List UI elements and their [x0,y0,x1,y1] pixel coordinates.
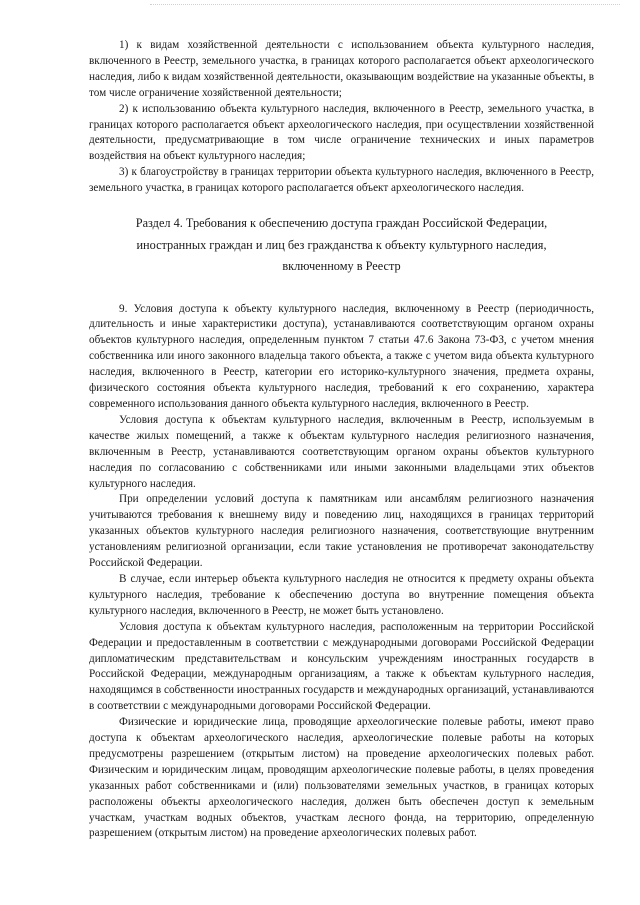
paragraph-interior: В случае, если интерьер объекта культурного наследия не относится к предмету охраны объекта культурного наследия, требование к обеспечению доступа во внутренние помещения объекта культурного наследия, включенного в Реестр, не может быть установлено. [89,572,594,617]
intro-item-2: 2) к использованию объекта культурного наследия, включенного в Реестр, земельного участка, в границах которого располагается объект археологического наследия, при осуществлении хозяйственной деятельности, предусматривающие в том числе ограничение технических и иных параметров воздействия на объект культурного наследия; [89,102,594,163]
paragraph-9: 9. Условия доступа к объекту культурного наследия, включенному в Реестр (периодичность, длительность и иные характеристики доступа), устанавливаются соответствующим органом охраны объектов культурного наследия, определенным пунктом 7 статьи 47.6 Закона 73-ФЗ, с учетом мнения собственника или иного законного владельца такого объекта, а также с учетом вида объекта культурного наследия, включенного в Реестр, категории его историко-культурного значения, предмета охраны, физического состояния объекта культурного наследия, требований к его сохранению, характера современного использования данного объекта культурного наследия, включенного в Реестр. [89,302,594,410]
section-heading-line-2: иностранных граждан и лиц без гражданства к объекту культурного наследия, [136,237,547,252]
intro-item-1: 1) к видам хозяйственной деятельности с использованием объекта культурного наследия, включенного в Реестр, земельного участка, в границах которого располагается объект археологического наследия, либо к видам хозяйственной деятельности, оказывающим воздействие на указанные объекты, в том числе ограничение хозяйственной деятельности; [89,39,594,99]
section-heading [89,213,594,278]
intro-item-3: 3) к благоустройству в границах территории объекта культурного наследия, включенного в Реестр, земельного участка, в границах которого располагается объект археологического наследия. [89,166,594,195]
paragraph-diplomatic: Условия доступа к объектам культурного наследия, расположенным на территории Российской Федерации и предоставленным в соответствии с международными договорами Российской Федерации дипломатическим представительствам и консульским учреждениям иностранных государств в Российской Федерации, международным организациям, а также к объектам культурного наследия, находящимся в собственности иностранных государств и международных организаций, устанавливаются в соответствии с международными договорами Российской Федерации. [89,620,594,713]
section-heading-line-3: включенному в Реестр [282,259,401,274]
paragraph-religious-requirements: При определении условий доступа к памятникам или ансамблям религиозного назначения учитываются требования к внешнему виду и поведению лиц, находящихся в границах территорий указанных объектов культурного наследия религиозного назначения, соответствующие внутренним установлениям религиозной организации, если такие установления не противоречат законодательству Российской Федерации. [89,493,594,570]
section-heading-line-1: Раздел 4. Требования к обеспечению доступа граждан Российской Федерации, [135,216,548,231]
paragraph-residential-religious: Условия доступа к объектам культурного наследия, включенным в Реестр, используемым в качестве жилых помещений, а также к объектам культурного наследия религиозного назначения, включенным в Реестр, устанавливаются соответствующим органом охраны объектов культурного наследия по согласованию с собственниками или иными законными владельцами этих объектов культурного наследия. [89,413,594,490]
paragraph-archaeology: Физические и юридические лица, проводящие археологические полевые работы, имеют право доступа к объектам археологического наследия, археологические полевые работы на которых предусмотрены разрешением (открытым листом) на проведение археологических полевых работ. Физическим и юридическим лицам, проводящим археологические полевые работы, в целях проведения указанных работ собственниками и (или) пользователями земельных участков, в границах которых расположены объекты археологического наследия, должен быть обеспечен доступ к земельным участкам, участкам водных объектов, участкам лесного фонда, на территорию, определенную разрешением (открытым листом) на проведение археологических полевых работ. [89,716,594,840]
